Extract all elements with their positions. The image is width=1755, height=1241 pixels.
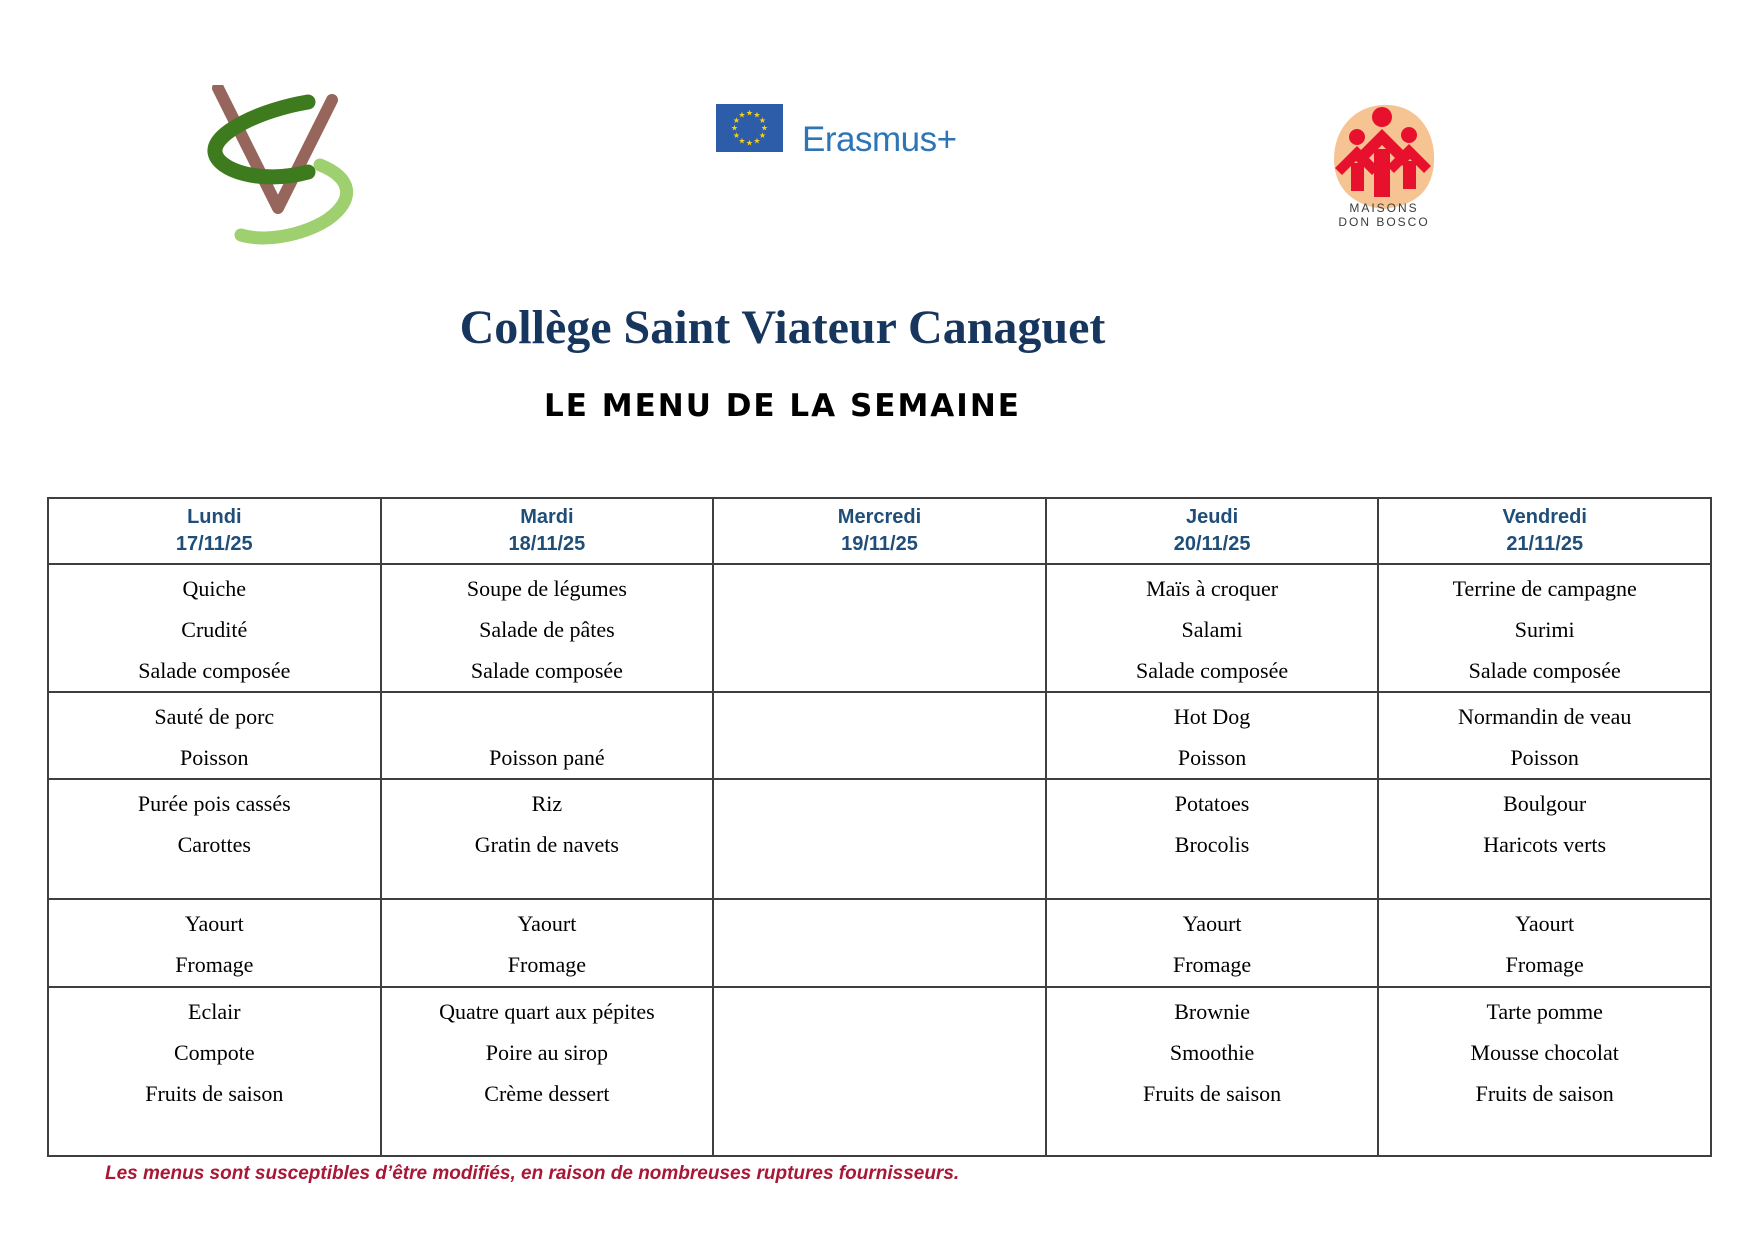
day-header-vendredi [1378, 498, 1711, 564]
sv-brush-logo-icon [205, 85, 365, 255]
menu-item: Tarte pomme [1486, 999, 1603, 1024]
menu-disclaimer: Les menus sont susceptibles d’être modifiés, en raison de nombreuses ruptures fournisseurs. [105, 1163, 960, 1184]
menu-item: Yaourt [184, 911, 244, 936]
menu-cell-entrees-lundi [48, 564, 381, 692]
menu-item: Salade composée [1468, 658, 1621, 683]
menu-cell-entrees-vendredi [1378, 564, 1711, 692]
eu-star-icon: ★ [738, 136, 746, 146]
menu-item: Poire au sirop [485, 1040, 608, 1065]
menu-item: Brownie [1174, 999, 1250, 1024]
menu-row-laitages [48, 899, 1711, 987]
don-bosco-logo [1322, 93, 1447, 233]
menu-item: Fromage [1505, 952, 1584, 977]
menu-item: Boulgour [1503, 791, 1587, 816]
menu-cell-plats-mercredi [713, 692, 1046, 779]
don-bosco-wordmark-line1: MAISONS [1349, 201, 1419, 215]
menu-cell-desserts-vendredi [1378, 987, 1711, 1156]
menu-item: Terrine de campagne [1452, 576, 1637, 601]
day-date: 17/11/25 [175, 533, 253, 555]
menu-item: Crudité [181, 617, 248, 642]
menu-cell-plats-vendredi [1378, 692, 1711, 779]
menu-item: Fruits de saison [1475, 1081, 1614, 1106]
erasmus-logo [716, 104, 996, 159]
eu-star-icon: ★ [738, 110, 746, 120]
menu-item: Poisson [1510, 745, 1579, 770]
menu-cell-laitages-lundi [48, 899, 381, 987]
day-label: Mercredi [837, 506, 922, 528]
menu-item: Compote [173, 1040, 255, 1065]
day-header-lundi [48, 498, 381, 564]
menu-item: Salade composée [1136, 658, 1289, 683]
menu-cell-accompagnements-mardi [381, 779, 714, 899]
eu-star-icon: ★ [745, 138, 754, 148]
menu-item: Brocolis [1174, 832, 1250, 857]
erasmus-wordmark: Erasmus+ [802, 120, 957, 159]
eu-star-icon: ★ [745, 108, 754, 118]
menu-item: Quiche [182, 576, 247, 601]
menu-cell-plats-mardi [381, 692, 714, 779]
menu-cell-accompagnements-vendredi [1378, 779, 1711, 899]
menu-item: Soupe de légumes [466, 576, 627, 601]
menu-item: Purée pois cassés [137, 791, 291, 816]
day-label: Vendredi [1502, 506, 1587, 528]
menu-item: Crème dessert [484, 1081, 610, 1106]
menu-cell-accompagnements-mercredi [713, 779, 1046, 899]
menu-cell-desserts-mercredi [713, 987, 1046, 1156]
menu-cell-laitages-vendredi [1378, 899, 1711, 987]
menu-item: Poisson [1177, 745, 1247, 770]
menu-cell-laitages-mercredi [713, 899, 1046, 987]
menu-item: Fromage [507, 952, 586, 977]
menu-cell-desserts-mardi [381, 987, 714, 1156]
menu-item: Eclair [188, 999, 241, 1024]
menu-cell-accompagnements-jeudi [1046, 779, 1379, 899]
menu-row-desserts [48, 987, 1711, 1156]
eu-star-icon: ★ [753, 110, 761, 120]
menu-cell-plats-lundi [48, 692, 381, 779]
menu-item: Fromage [175, 952, 254, 977]
menu-cell-desserts-jeudi [1046, 987, 1379, 1156]
menu-row-accompagnements [48, 779, 1711, 899]
menu-item: Quatre quart aux pépites [439, 999, 655, 1024]
menu-cell-entrees-jeudi [1046, 564, 1379, 692]
eu-star-icon: ★ [758, 116, 767, 125]
don-bosco-icon [1322, 93, 1447, 233]
menu-cell-plats-jeudi [1046, 692, 1379, 779]
menu-item: Salami [1181, 617, 1243, 642]
menu-item [386, 696, 709, 737]
menu-item: Salade composée [138, 658, 291, 683]
eu-star-icon: ★ [732, 116, 741, 125]
day-label: Mardi [520, 506, 574, 528]
eu-star-icon: ★ [730, 123, 739, 133]
menu-row-plats [48, 692, 1711, 779]
menu-item: Maïs à croquer [1146, 576, 1279, 601]
day-date: 20/11/25 [1173, 533, 1251, 555]
page-title: Collège Saint Viateur Canaguet [459, 301, 1106, 354]
menu-item: Yaourt [517, 911, 577, 936]
school-logo [205, 85, 365, 255]
day-date: 21/11/25 [1506, 533, 1584, 555]
menu-cell-laitages-mardi [381, 899, 714, 987]
don-bosco-wordmark-line2: DON BOSCO [1338, 215, 1430, 229]
eu-flag-icon [716, 104, 783, 152]
menu-item: Surimi [1514, 617, 1575, 642]
menu-cell-entrees-mercredi [713, 564, 1046, 692]
menu-item: Poisson pané [489, 745, 605, 770]
menu-cell-laitages-jeudi [1046, 899, 1379, 987]
menu-item: Yaourt [1515, 911, 1575, 936]
day-header-jeudi [1046, 498, 1379, 564]
eu-star-icon: ★ [760, 123, 769, 133]
menu-cell-entrees-mardi [381, 564, 714, 692]
menu-item: Smoothie [1169, 1040, 1255, 1065]
menu-item: Normandin de veau [1457, 704, 1632, 729]
menu-item: Fromage [1172, 952, 1252, 977]
day-header-mercredi [713, 498, 1046, 564]
menu-item: Salade de pâtes [479, 617, 615, 642]
menu-header-row [48, 498, 1711, 564]
menu-item: Mousse chocolat [1470, 1040, 1619, 1065]
eu-star-icon: ★ [758, 131, 767, 140]
menu-item: Yaourt [1182, 911, 1242, 936]
weekly-menu-table [47, 497, 1712, 1157]
menu-item: Poisson [180, 745, 249, 770]
menu-item: Gratin de navets [474, 832, 619, 857]
menu-item: Fruits de saison [145, 1081, 284, 1106]
menu-item: Potatoes [1174, 791, 1250, 816]
menu-item: Riz [531, 791, 563, 816]
eu-star-icon: ★ [732, 131, 741, 140]
menu-item: Hot Dog [1173, 704, 1251, 729]
menu-item: Fruits de saison [1143, 1081, 1282, 1106]
menu-item: Salade composée [470, 658, 623, 683]
day-label: Lundi [187, 506, 242, 528]
menu-cell-accompagnements-lundi [48, 779, 381, 899]
day-date: 19/11/25 [841, 533, 918, 555]
menu-item: Sauté de porc [154, 704, 275, 729]
menu-item: Carottes [177, 832, 251, 857]
menu-row-entrees [48, 564, 1711, 692]
page-subtitle: LE MENU DE LA SEMAINE [544, 388, 1021, 424]
menu-cell-desserts-lundi [48, 987, 381, 1156]
menu-item: Haricots verts [1483, 832, 1607, 857]
day-header-mardi [381, 498, 714, 564]
day-label: Jeudi [1185, 506, 1239, 528]
eu-star-icon: ★ [753, 136, 761, 146]
day-date: 18/11/25 [508, 533, 586, 555]
